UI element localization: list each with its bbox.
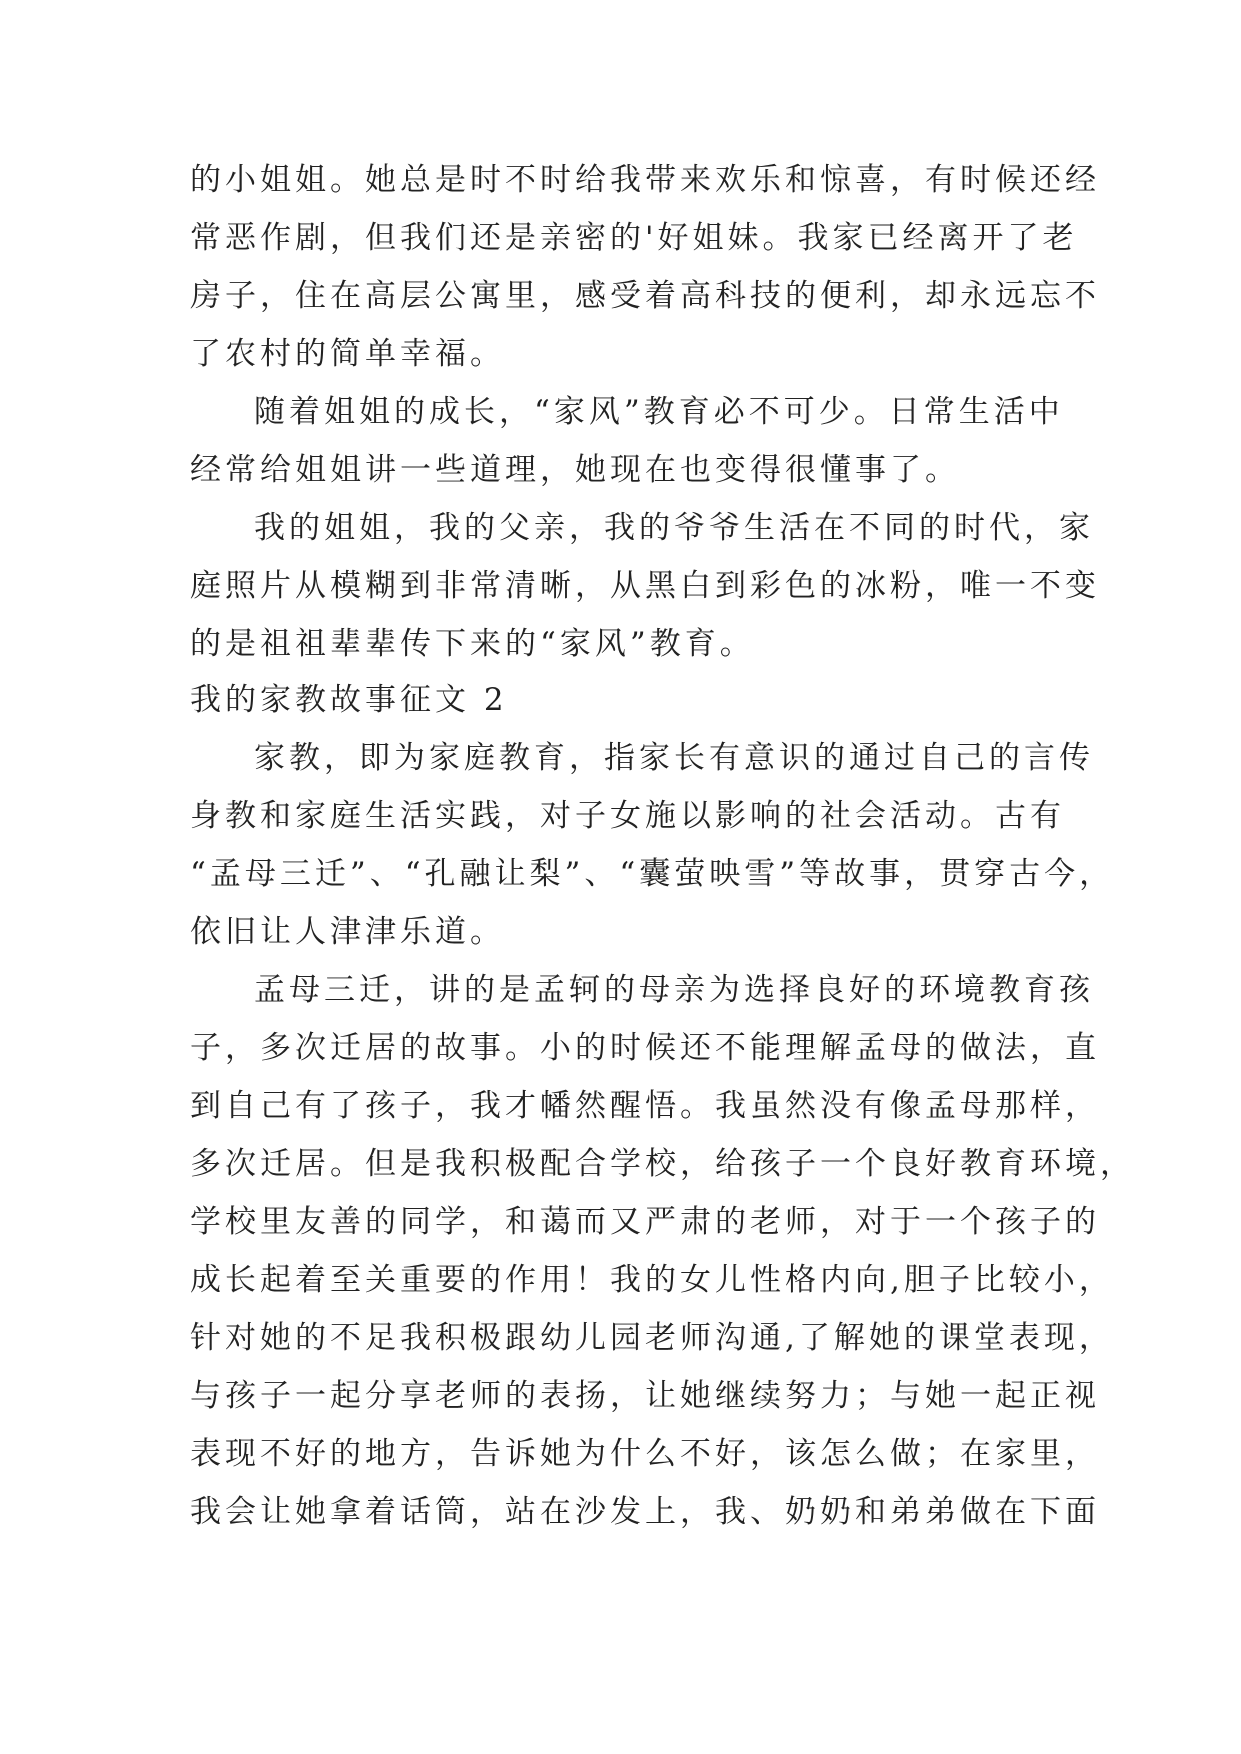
text-line: 庭照片从模糊到非常清晰，从黑白到彩色的冰粉，唯一不变: [190, 568, 1100, 604]
text-line: 学校里友善的同学，和蔼而又严肃的老师，对于一个孩子的: [190, 1204, 1100, 1240]
text-line: 孟母三迁，讲的是孟轲的母亲为选择良好的环境教育孩: [254, 972, 1094, 1008]
text-line: 针对她的不足我积极跟幼儿园老师沟通,了解她的课堂表现，: [190, 1320, 1114, 1356]
section-heading: 我的家教故事征文 2: [190, 682, 508, 718]
text-line: 我的姐姐，我的父亲，我的爷爷生活在不同的时代，家: [254, 510, 1094, 546]
text-line: 的小姐姐。她总是时不时给我带来欢乐和惊喜，有时候还经: [190, 162, 1100, 198]
text-line: 成长起着至关重要的作用！我的女儿性格内向,胆子比较小，: [190, 1262, 1114, 1298]
text-line: 我会让她拿着话筒，站在沙发上，我、奶奶和弟弟做在下面: [190, 1494, 1100, 1530]
text-line: 表现不好的地方，告诉她为什么不好，该怎么做；在家里，: [190, 1436, 1100, 1472]
text-line: 随着姐姐的成长，“家风”教育必不可少。日常生活中: [254, 394, 1064, 430]
text-line: 身教和家庭生活实践，对子女施以影响的社会活动。古有: [190, 798, 1065, 834]
text-line: 到自己有了孩子，我才幡然醒悟。我虽然没有像孟母那样，: [190, 1088, 1100, 1124]
text-line: “孟母三迁”、“孔融让梨”、“囊萤映雪”等故事，贯穿古今，: [190, 856, 1115, 892]
text-line: 子，多次迁居的故事。小的时候还不能理解孟母的做法，直: [190, 1030, 1100, 1066]
text-line: 房子，住在高层公寓里，感受着高科技的便利，却永远忘不: [190, 278, 1100, 314]
text-line: 与孩子一起分享老师的表扬，让她继续努力；与她一起正视: [190, 1378, 1100, 1414]
text-line: 家教，即为家庭教育，指家长有意识的通过自己的言传: [254, 740, 1094, 776]
text-line: 经常给姐姐讲一些道理，她现在也变得很懂事了。: [190, 452, 960, 488]
text-line: 多次迁居。但是我积极配合学校，给孩子一个良好教育环境，: [190, 1146, 1135, 1182]
text-line: 依旧让人津津乐道。: [190, 914, 505, 950]
text-line: 了农村的简单幸福。: [190, 336, 505, 372]
text-line: 的是祖祖辈辈传下来的“家风”教育。: [190, 626, 755, 662]
text-line: 常恶作剧，但我们还是亲密的'好姐妹。我家已经离开了老: [190, 220, 1078, 256]
